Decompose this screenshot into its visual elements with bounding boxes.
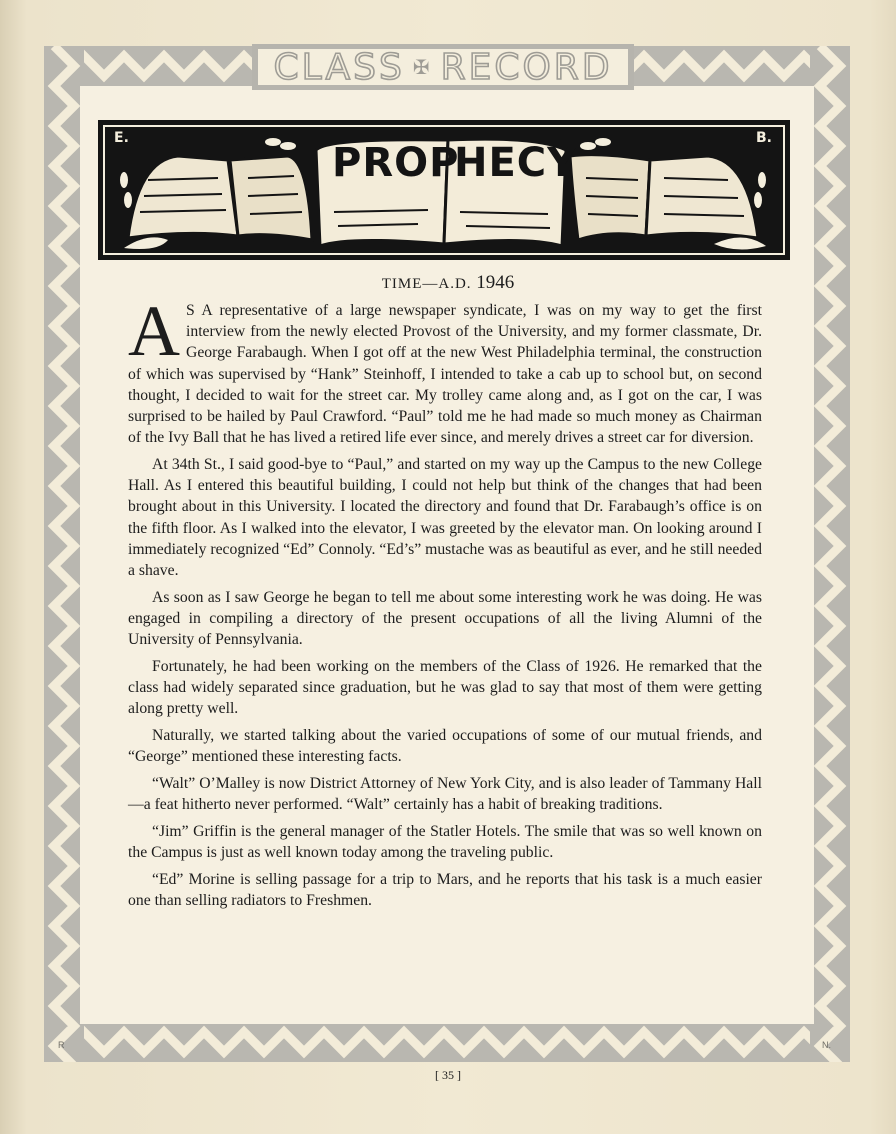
article-body	[128, 291, 762, 917]
paragraph: At 34th St., I said good-bye to “Paul,” and started on my way up the Campus to the new College Hall. As I entered this beautiful building, I could not help but think of the changes that had been brought about in this University. I located the directory and found that Dr. Farabaugh’s office is on the fifth floor. As I walked into the elevator, I was greeted by the elevator man. On looking around I immediately recognized “Ed” Connoly. “Ed’s” mustache was as beautiful as ever, and he still needed a shave.	[128, 456, 762, 580]
zigzag-right	[810, 46, 850, 1062]
paragraph: “Jim” Griffin is the general manager of the Statler Hotels. The smile that was so well known on the Campus is just as well known today among the traveling public.	[128, 823, 762, 862]
paragraph: “Walt” O’Malley is now District Attorney of New York City, and is also leader of Tammany Hall—a feat hitherto never performed. “Walt” certainly has a habit of breaking traditions.	[128, 775, 762, 814]
time-year: 1946	[476, 272, 515, 293]
title-record: RECORD	[440, 46, 613, 88]
paragraph: A S A representative of a large newspaper syndicate, I was on my way to get the first interview from the newly elected Provost of the University, and my former classmate, Dr. George Farabaugh. When I got off at the new West Philadelphia terminal, the construction of which was supervised by “Hank” Steinhoff, I intended to take a cab up to school but, on second thought, I decided to wait for the street car. My trolley came along and, as I got on the car, I was surprised to be hailed by Paul Crawford. “Paul” told me he had made so much money as Chairman of the Ivy Ball that he has lived a retired life ever since, and merely drives a street car for diversion.	[128, 291, 762, 447]
paragraph: Fortunately, he had been working on the members of the Class of 1926. He remarked that the class had widely separated since graduation, but he was glad to say that most of them were getting along pretty well.	[128, 658, 762, 718]
page-title	[258, 46, 628, 88]
time-label: TIME—A.D.	[381, 276, 472, 292]
banner-word-right: HECY	[454, 140, 578, 186]
paragraph: “Ed” Morine is selling passage for a trip to Mars, and he reports that his task is a much easier one than selling radiators to Freshmen.	[128, 871, 762, 910]
title-class: CLASS	[273, 46, 405, 88]
paragraph: As soon as I saw George he began to tell me about some interesting work he was doing. He was engaged in compiling a directory of the present occupations of all the living Alumni of the University of Pennsylvania.	[128, 588, 762, 649]
zigzag-bottom	[44, 1022, 850, 1062]
page-number: [ 35 ]	[435, 1068, 461, 1082]
prophecy-banner	[98, 120, 790, 260]
banner-word-left: PROP	[332, 140, 460, 186]
page-title-box	[252, 44, 634, 90]
corner-mark-right: N.	[822, 1040, 831, 1050]
corner-mark-left: R	[58, 1040, 65, 1050]
banner-initial-right: B.	[756, 130, 772, 146]
banner-initial-left: E.	[114, 130, 129, 146]
drop-cap: A	[128, 291, 180, 371]
title-ornament-icon: ✠	[412, 55, 433, 79]
paragraph: Naturally, we started talking about the varied occupations of some of our mutual friends, and “George” mentioned these interesting facts.	[128, 727, 762, 766]
zigzag-left	[44, 46, 84, 1062]
